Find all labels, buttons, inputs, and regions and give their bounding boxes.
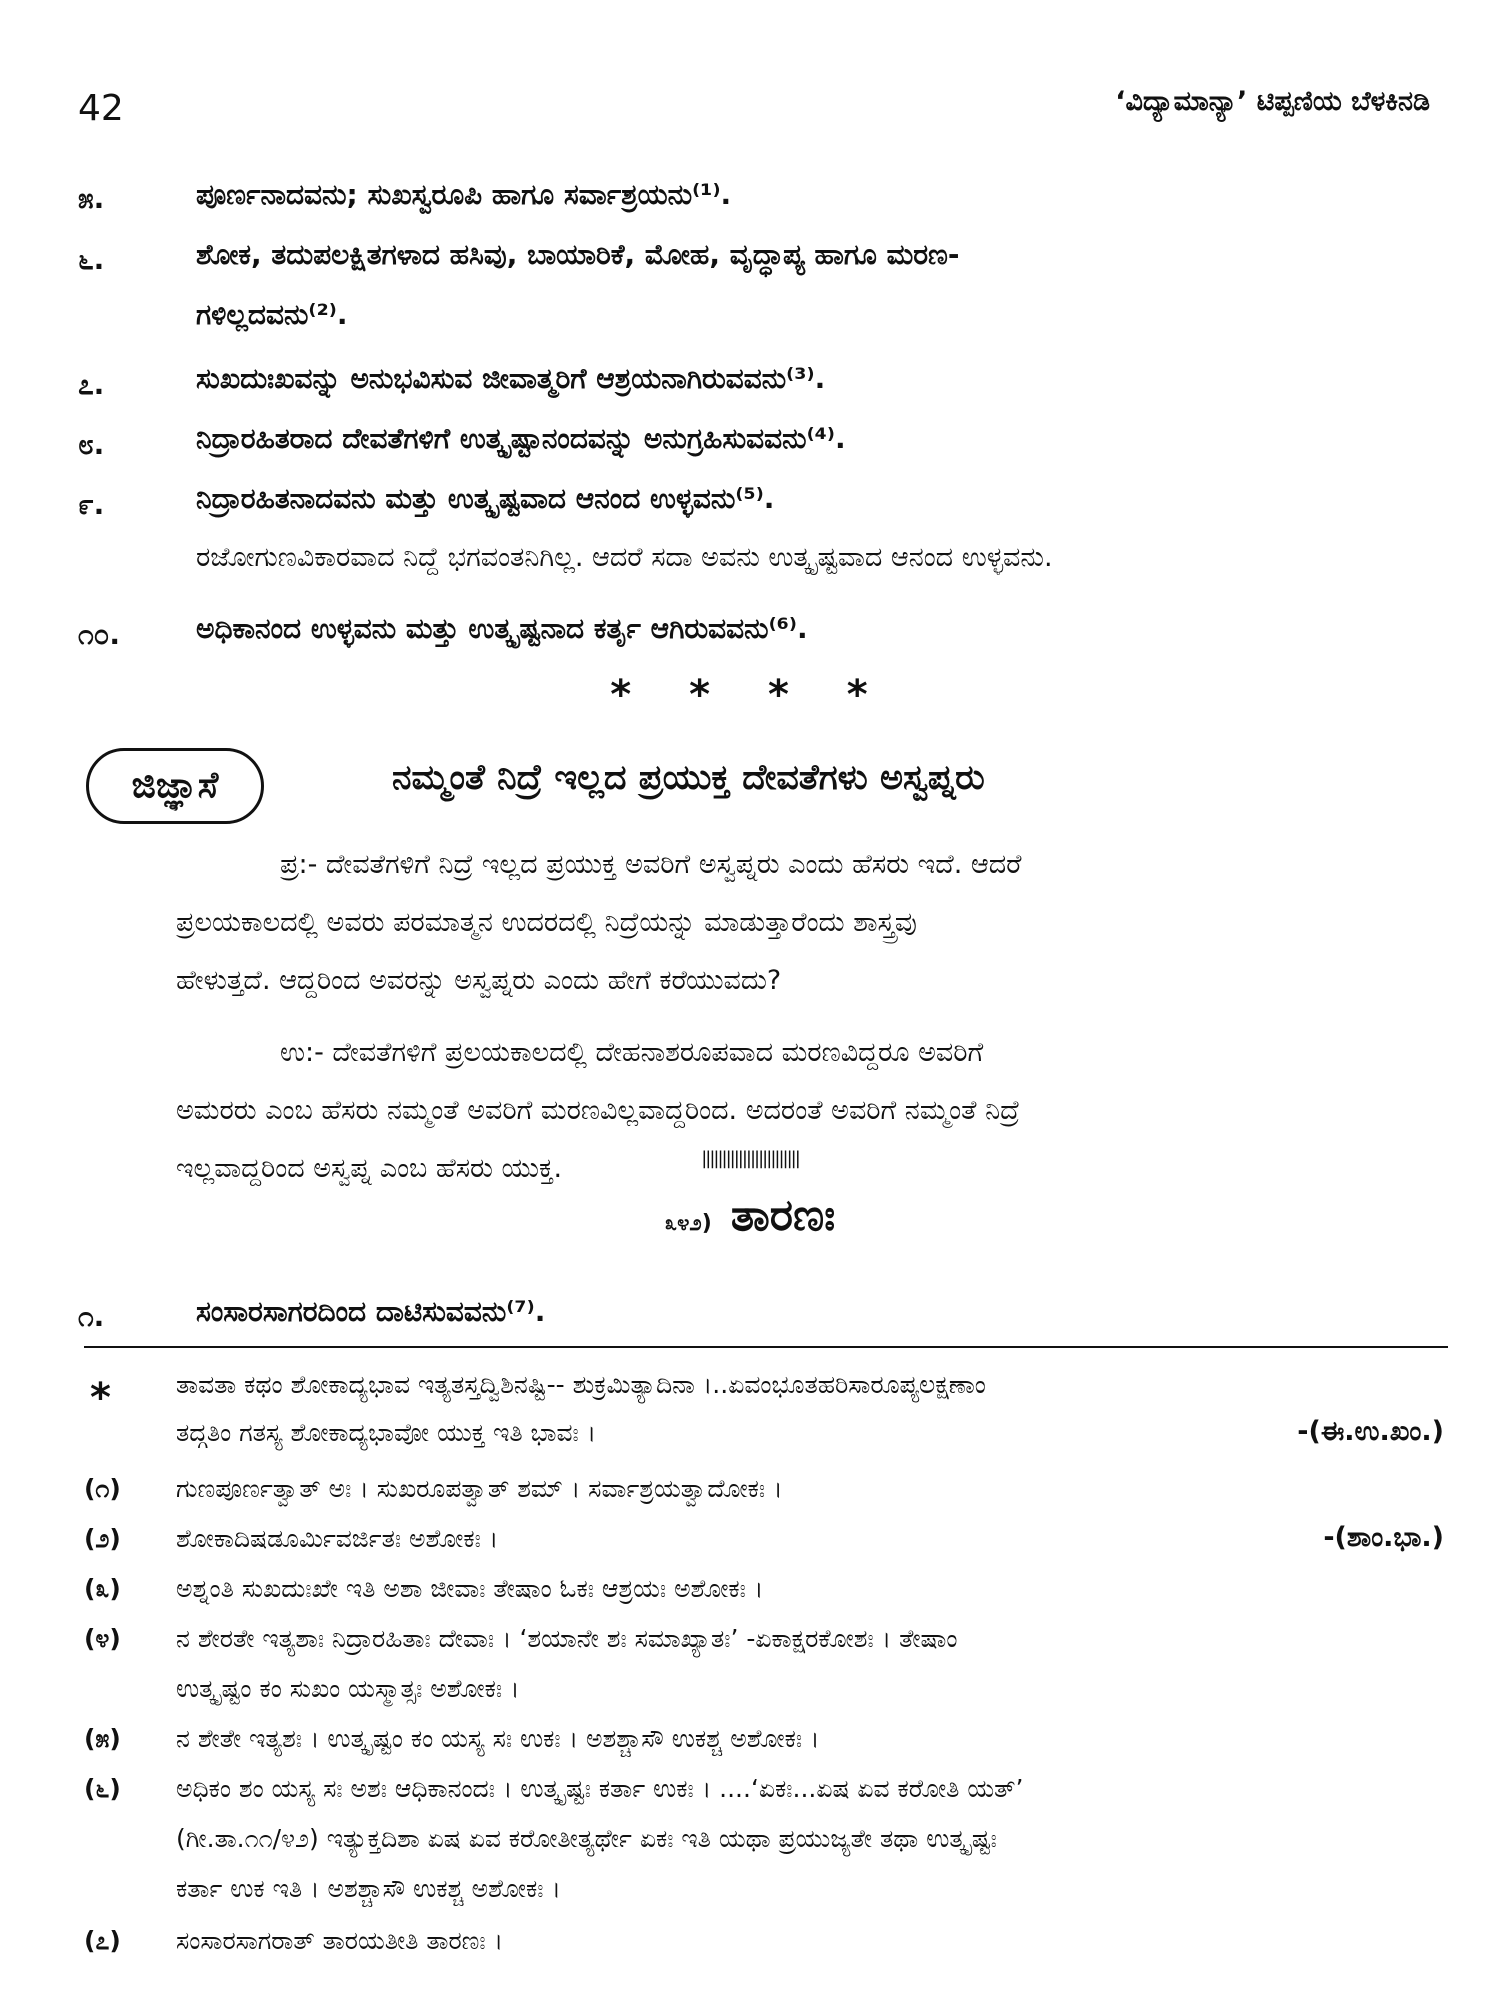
footnote-rule (84, 1346, 1448, 1348)
separator-stars: * * * * (610, 672, 890, 718)
footnote-mark: (೧) (84, 1474, 121, 1503)
question-line: ಪ್ರ:- ದೇವತೆಗಳಿಗೆ ನಿದ್ರೆ ಇಲ್ಲದ ಪ್ರಯುಕ್ತ ಅವರಿಗೆ ಅಸ್ವಪ್ನರು ಎಂದು ಹೆಸರು ಇದೆ. ಆದರೆ (280, 849, 1022, 880)
page-number: 42 (78, 88, 124, 129)
jijnase-badge: ಜಿಜ್ಞಾಸೆ (86, 748, 264, 824)
answer-line: ಅಮರರು ಎಂಬ ಹೆಸರು ನಮ್ಮಂತೆ ಅವರಿಗೆ ಮರಣವಿಲ್ಲವಾದ್ದರಿಂದ. ಅದರಂತೆ ಅವರಿಗೆ ನಮ್ಮಂತೆ ನಿದ್ರೆ (176, 1095, 1020, 1126)
footnote-line: ಉತ್ಕೃಷ್ಟಂ ಕಂ ಸುಖಂ ಯಸ್ಮಾತ್ಸಃ ಅಶೋಕಃ । (176, 1674, 520, 1703)
footnote-mark: (೨) (84, 1524, 121, 1553)
footnote-line: ಅಧಿಕಂ ಶಂ ಯಸ್ಯ ಸಃ ಅಶಃ ಆಧಿಕಾನಂದಃ । ಉತ್ಕೃಷ್ಟಃ ಕರ್ತಾ ಉಕಃ । ....‘ಏಕಃ...ಏಷ ಏವ ಕರೋತಿ ಯತ್’ (176, 1774, 1024, 1803)
section-item-number: ೧. (78, 1300, 105, 1333)
list-item-number: ೯. (78, 488, 105, 521)
question-paragraph (176, 836, 1376, 1010)
footnote-mark: * (90, 1375, 111, 1421)
list-item-text: ಪೂರ್ಣನಾದವನು; ಸುಖಸ್ವರೂಪಿ ಹಾಗೂ ಸರ್ವಾಶ್ರಯನು⁽¹⁾. (196, 178, 732, 211)
running-title: ‘ವಿದ್ಯಾಮಾನ್ಯಾ’ ಟಿಪ್ಪಣಿಯ ಬೆಳಕಿನಡಿ (1115, 86, 1430, 117)
question-line: ಪ್ರಲಯಕಾಲದಲ್ಲಿ ಅವರು ಪರಮಾತ್ಮನ ಉದರದಲ್ಲಿ ನಿದ್ರೆಯನ್ನು ಮಾಡುತ್ತಾರೆಂದು ಶಾಸ್ತ್ರವು (176, 907, 917, 938)
list-item-text: ನಿದ್ರಾರಹಿತನಾದವನು ಮತ್ತು ಉತ್ಕೃಷ್ಟವಾದ ಆನಂದ ಉಳ್ಳವನು⁽⁵⁾. (196, 482, 775, 515)
list-item-text: ಸುಖದುಃಖವನ್ನು ಅನುಭವಿಸುವ ಜೀವಾತ್ಮರಿಗೆ ಆಶ್ರಯನಾಗಿರುವವನು⁽³⁾. (196, 362, 826, 395)
list-item-continuation: ಗಳಿಲ್ಲದವನು⁽²⁾. (196, 298, 348, 331)
list-item-number: ೧೦. (78, 618, 120, 651)
question-line: ಹೇಳುತ್ತದೆ. ಆದ್ದರಿಂದ ಅವರನ್ನು ಅಸ್ವಪ್ನರು ಎಂದು ಹೇಗೆ ಕರೆಯುವದು? (176, 965, 782, 996)
footnote-line: ಅಶ್ನಂತಿ ಸುಖದುಃಖೇ ಇತಿ ಅಶಾ ಜೀವಾಃ ತೇಷಾಂ ಓಕಃ ಆಶ್ರಯಃ ಅಶೋಕಃ । (176, 1574, 764, 1603)
answer-paragraph (176, 1024, 1376, 1198)
section-divider: |||||||||||||||||||||||| (701, 1148, 799, 1169)
footnote-mark: (೬) (84, 1774, 121, 1803)
footnote-line: ತಾವತಾ ಕಥಂ ಶೋಕಾದ್ಯಭಾವ ಇತ್ಯತಸ್ತದ್ವಿಶಿನಷ್ಟಿ-- ಶುಕ್ರಮಿತ್ಯಾದಿನಾ ।..ಏವಂಭೂತಹರಿಸಾರೂಪ್ಯಲಕ್ಷಣಾಂ (176, 1370, 986, 1399)
footnote-line: ಶೋಕಾದಿಷಡೂರ್ಮಿವರ್ಜಿತಃ ಅಶೋಕಃ । (176, 1524, 499, 1553)
answer-line: ಉ:- ದೇವತೆಗಳಿಗೆ ಪ್ರಲಯಕಾಲದಲ್ಲಿ ದೇಹನಾಶರೂಪವಾದ ಮರಣವಿದ್ದರೂ ಅವರಿಗೆ (280, 1037, 984, 1068)
section-title: ತಾರಣಃ (730, 1190, 836, 1241)
footnote-source: -(ಈ.ಉ.ಖಂ.) (1297, 1416, 1444, 1447)
footnote-mark: (೭) (84, 1926, 121, 1955)
jijnase-title: ನಮ್ಮಂತೆ ನಿದ್ರೆ ಇಲ್ಲದ ಪ್ರಯುಕ್ತ ದೇವತೆಗಳು ಅಸ್ವಪ್ನರು (392, 758, 985, 798)
footnote-source: -(ಶಾಂ.ಭಾ.) (1323, 1522, 1444, 1553)
footnote-line: ಸಂಸಾರಸಾಗರಾತ್ ತಾರಯತೀತಿ ತಾರಣಃ । (176, 1926, 504, 1955)
footnote-mark: (೩) (84, 1574, 121, 1603)
list-item-number: ೭. (78, 368, 105, 401)
list-item-text: ಅಧಿಕಾನಂದ ಉಳ್ಳವನು ಮತ್ತು ಉತ್ಕೃಷ್ಟನಾದ ಕರ್ತೃ ಆಗಿರುವವನು⁽⁶⁾. (196, 612, 808, 645)
footnote-line: (ಗೀ.ತಾ.೧೧/೪೨) ಇತ್ಯುಕ್ತದಿಶಾ ಏಷ ಏವ ಕರೋತೀತ್ಯರ್ಥೇ ಏಕಃ ಇತಿ ಯಥಾ ಪ್ರಯುಜ್ಯತೇ ತಥಾ ಉತ್ಕೃಷ್ಟಃ (176, 1824, 997, 1853)
footnote-line: ನ ಶೇರತೇ ಇತ್ಯಶಾಃ ನಿದ್ರಾರಹಿತಾಃ ದೇವಾಃ । ‘ಶಯಾನೇ ಶಃ ಸಮಾಖ್ಯಾತಃ’ -ಏಕಾಕ್ಷರಕೋಶಃ । ತೇಷಾಂ (176, 1624, 958, 1653)
section-heading (0, 1190, 1500, 1241)
list-item-number: ೬. (78, 243, 105, 276)
footnote-line: ಗುಣಪೂರ್ಣತ್ವಾತ್ ಅಃ । ಸುಖರೂಪತ್ವಾತ್ ಶಮ್ । ಸರ್ವಾಶ್ರಯತ್ವಾದೋಕಃ । (176, 1474, 783, 1503)
list-item-text: ನಿದ್ರಾರಹಿತರಾದ ದೇವತೆಗಳಿಗೆ ಉತ್ಕೃಷ್ಟಾನಂದವನ್ನು ಅನುಗ್ರಹಿಸುವವನು⁽⁴⁾. (196, 422, 846, 455)
section-number: ೩೪೨) (664, 1211, 712, 1236)
list-item-number: ೮. (78, 428, 105, 461)
answer-line: ಇಲ್ಲವಾದ್ದರಿಂದ ಅಸ್ವಪ್ನ ಎಂಬ ಹೆಸರು ಯುಕ್ತ. (176, 1153, 563, 1184)
list-item-text: ಶೋಕ, ತದುಪಲಕ್ಷಿತಗಳಾದ ಹಸಿವು, ಬಾಯಾರಿಕೆ, ಮೋಹ, ವೃದ್ಧಾಪ್ಯ ಹಾಗೂ ಮರಣ- (196, 238, 960, 271)
footnote-line: ತದ್ಗತಿಂ ಗತಸ್ಯ ಶೋಕಾದ್ಯಭಾವೋ ಯುಕ್ತ ಇತಿ ಭಾವಃ । (176, 1418, 597, 1447)
footnote-line: ಕರ್ತಾ ಉಕ ಇತಿ । ಅಶಶ್ಚಾಸೌ ಉಕಶ್ಚ ಅಶೋಕಃ । (176, 1874, 561, 1903)
footnote-line: ನ ಶೇತೇ ಇತ್ಯಶಃ । ಉತ್ಕೃಷ್ಟಂ ಕಂ ಯಸ್ಯ ಸಃ ಉಕಃ । ಅಶಶ್ಚಾಸೌ ಉಕಶ್ಚ ಅಶೋಕಃ । (176, 1724, 820, 1753)
section-item-text: ಸಂಸಾರಸಾಗರದಿಂದ ದಾಟಿಸುವವನು⁽⁷⁾. (196, 1295, 546, 1328)
list-item-continuation: ರಜೋಗುಣವಿಕಾರವಾದ ನಿದ್ದೆ ಭಗವಂತನಿಗಿಲ್ಲ. ಆದರೆ ಸದಾ ಅವನು ಉತ್ಕೃಷ್ಟವಾದ ಆನಂದ ಉಳ್ಳವನು. (196, 542, 1053, 573)
list-item-number: ೫. (78, 182, 105, 215)
footnote-mark: (೫) (84, 1724, 121, 1753)
footnote-mark: (೪) (84, 1624, 121, 1653)
